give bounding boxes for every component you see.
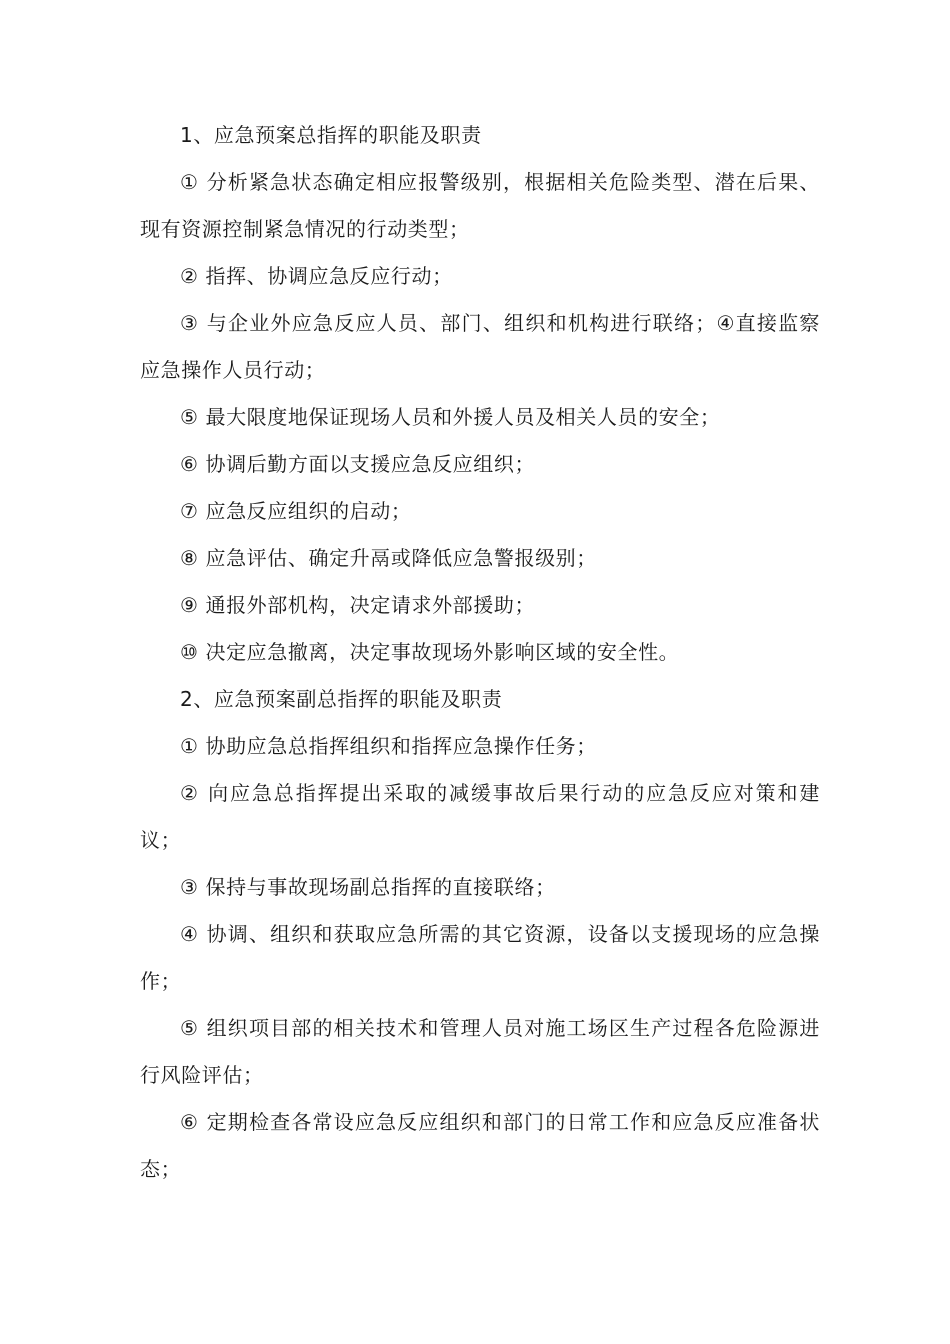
duty-item: ⑤ 最大限度地保证现场人员和外援人员及相关人员的安全； (180, 405, 721, 429)
duty-item: ⑩ 决定应急撤离，决定事故现场外影响区域的安全性。 (180, 640, 680, 664)
section-heading-1: 1、应急预案总指挥的职能及职责 (180, 123, 482, 147)
duty-item: ⑧ 应急评估、确定升鬲或降低应急警报级别； (180, 546, 597, 570)
duty-item: ⑦ 应急反应组织的启动； (180, 499, 412, 523)
duty-item: ⑨ 通报外部机构，决定请求外部援助； (180, 593, 536, 617)
duty-item: ③ 保持与事故现场副总指挥的直接联络； (180, 875, 556, 899)
duty-item: ⑥ 协调后勤方面以支援应急反应组织； (180, 452, 536, 476)
duty-item: ① 协助应急总指挥组织和指挥应急操作任务； (180, 734, 597, 758)
duty-item: ② 向应急总指挥提出采取的减缓事故后果行动的应急反应对策和建议； (140, 781, 820, 852)
duty-item: ③ 与企业外应急反应人员、部门、组织和机构进行联络；④直接监察应急操作人员行动； (140, 311, 820, 382)
duty-item: ⑤ 组织项目部的相关技术和管理人员对施工场区生产过程各危险源进行风险评估； (140, 1016, 820, 1087)
section-heading-2: 2、应急预案副总指挥的职能及职责 (180, 687, 503, 711)
document-body (140, 112, 820, 1193)
duty-item: ① 分析紧急状态确定相应报警级别，根据相关危险类型、潜在后果、现有资源控制紧急情况的行动类型； (140, 170, 820, 241)
duty-item: ② 指挥、协调应急反应行动； (180, 264, 453, 288)
duty-item: ⑥ 定期检查各常设应急反应组织和部门的日常工作和应急反应准备状态； (140, 1110, 820, 1181)
duty-item: ④ 协调、组织和获取应急所需的其它资源，设备以支援现场的应急操作； (140, 922, 820, 993)
